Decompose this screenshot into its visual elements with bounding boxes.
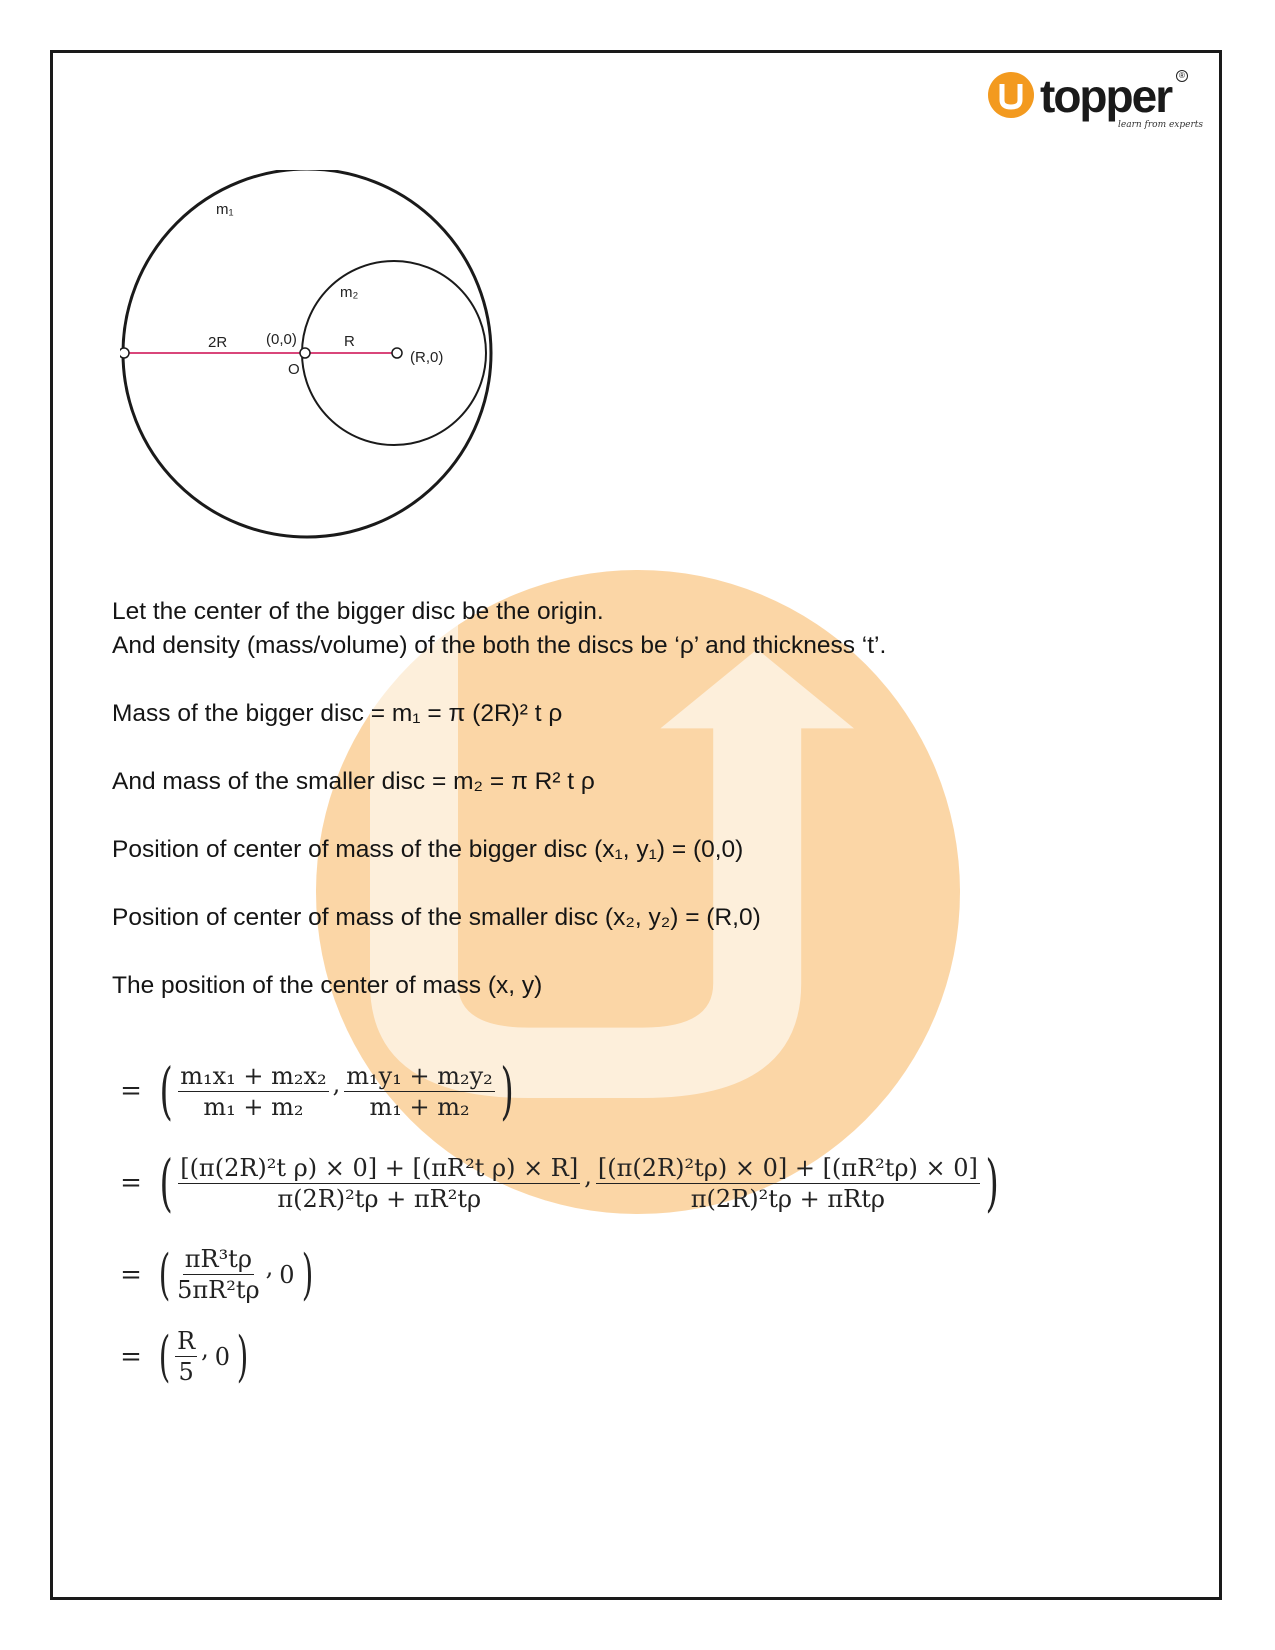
comma: , xyxy=(332,1070,341,1098)
label-2R: 2R xyxy=(208,334,228,351)
label-origin: O xyxy=(288,361,300,378)
text-line-mass-smaller: And mass of the smaller disc = m₂ = π R² t ρ xyxy=(112,768,595,795)
y-value: 0 xyxy=(279,1260,295,1289)
equals-sign: = xyxy=(120,1076,142,1106)
registered-mark: ® xyxy=(1176,70,1188,82)
denominator-x: m₁ + m₂ xyxy=(203,1092,304,1121)
fraction-simplified xyxy=(175,1244,262,1305)
denominator-y-substituted: π(2R)²tρ + πRtρ xyxy=(690,1184,885,1213)
left-paren: ( xyxy=(158,1242,171,1306)
left-paren: ( xyxy=(159,1146,173,1219)
fraction-y xyxy=(344,1061,494,1122)
comma: , xyxy=(265,1253,274,1281)
equation-row-3 xyxy=(120,1244,318,1305)
equals-sign: = xyxy=(120,1259,142,1290)
denominator-result: 5 xyxy=(178,1358,194,1386)
text-line-com-system: The position of the center of mass (x, y) xyxy=(112,972,543,999)
left-paren: ( xyxy=(159,1054,173,1127)
right-paren: ) xyxy=(301,1242,313,1306)
numerator-result: R xyxy=(177,1327,196,1355)
two-disc-diagram xyxy=(120,170,520,560)
numerator-x: m₁x₁ + m₂x₂ xyxy=(180,1061,327,1090)
equation-row-4 xyxy=(120,1326,253,1387)
fraction-y-substituted xyxy=(596,1153,980,1214)
equals-sign: = xyxy=(120,1168,142,1198)
denominator-y: m₁ + m₂ xyxy=(369,1092,470,1121)
comma: , xyxy=(584,1162,592,1190)
text-line-com-smaller: Position of center of mass of the smaller disc (x₂, y₂) = (R,0) xyxy=(112,904,761,931)
label-R: R xyxy=(344,333,355,350)
numerator-simplified: πR³tρ xyxy=(184,1245,252,1273)
text-line-density: And density (mass/volume) of the both the discs be ‘ρ’ and thickness ‘t’. xyxy=(112,632,887,659)
right-paren: ) xyxy=(985,1146,999,1219)
label-origin-coord: (0,0) xyxy=(266,331,297,348)
fraction-x-substituted xyxy=(178,1153,580,1214)
label-R-coord: (R,0) xyxy=(410,349,444,366)
u-badge-icon xyxy=(988,72,1034,118)
right-paren: ) xyxy=(500,1054,514,1127)
result-y-value: 0 xyxy=(214,1342,231,1371)
denominator-simplified: 5πR²tρ xyxy=(177,1276,260,1304)
denominator-x-substituted: π(2R)²tρ + πR²tρ xyxy=(277,1184,482,1213)
numerator-x-substituted: [(π(2R)²t ρ) × 0] + [(πR²t ρ) × R] xyxy=(180,1153,579,1182)
comma: , xyxy=(201,1335,209,1363)
text-line-origin: Let the center of the bigger disc be the origin. xyxy=(112,598,604,625)
equation-row-1 xyxy=(120,1054,519,1127)
right-paren: ) xyxy=(236,1324,249,1388)
text-line-mass-bigger: Mass of the bigger disc = m₁ = π (2R)² t ρ xyxy=(112,700,563,727)
topper-logo xyxy=(988,64,1204,134)
fraction-x xyxy=(178,1061,328,1122)
label-m1: m₁ xyxy=(216,201,234,218)
left-edge-point xyxy=(120,348,129,358)
small-center-point xyxy=(392,348,402,358)
origin-point xyxy=(300,348,310,358)
logo-name: topper xyxy=(1040,70,1172,122)
label-m2: m₂ xyxy=(340,284,359,301)
numerator-y: m₁y₁ + m₂y₂ xyxy=(346,1061,493,1090)
numerator-y-substituted: [(π(2R)²tρ) × 0] + [(πR²tρ) × 0] xyxy=(597,1153,978,1182)
equals-sign: = xyxy=(120,1341,142,1372)
text-line-com-bigger: Position of center of mass of the bigger disc (x₁, y₁) = (0,0) xyxy=(112,836,744,863)
equation-row-2 xyxy=(120,1146,1004,1219)
fraction-result xyxy=(175,1326,197,1387)
logo-tagline: learn from experts xyxy=(1118,120,1204,130)
left-paren: ( xyxy=(158,1324,171,1388)
